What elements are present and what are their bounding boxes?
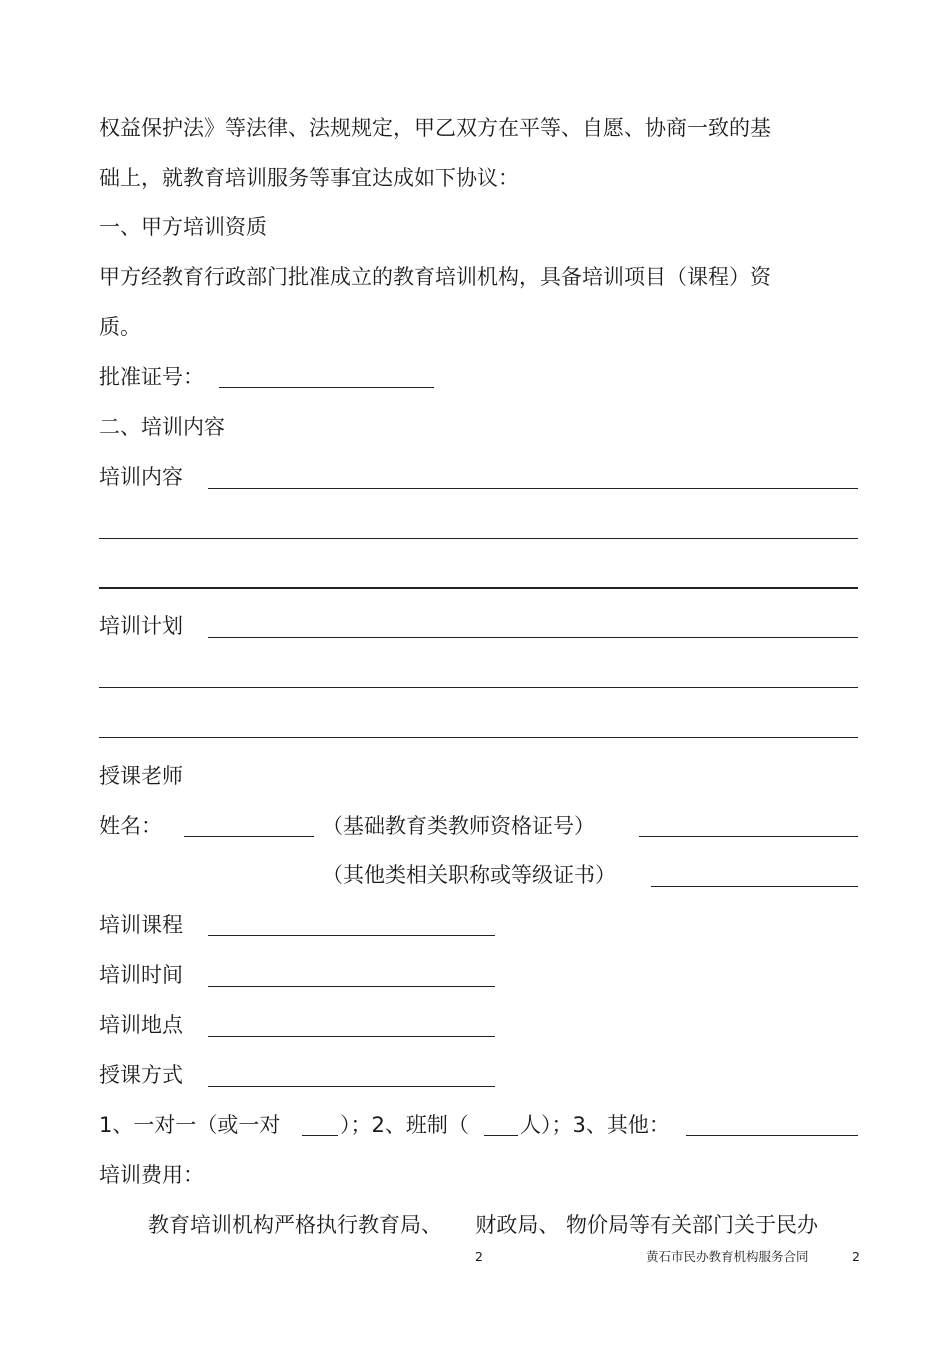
fee-text: 教育培训机构严格执行教育局、 财政局、 物价局等有关部门关于民办: [148, 1213, 819, 1237]
footer-document-title: 黄石市民办教育机构服务合同: [646, 1249, 809, 1264]
section1-text-line2: 质。: [99, 315, 141, 339]
training-content-blank-2[interactable]: [99, 538, 858, 539]
section1-text-line1: 甲方经教育行政部门批准成立的教育培训机构，具备培训项目（课程）资: [99, 265, 771, 289]
teacher-name-label: 姓名：: [99, 814, 162, 838]
training-plan-label: 培训计划: [99, 614, 183, 638]
footer-page-number-right: 2: [852, 1249, 860, 1264]
teacher-label: 授课老师: [99, 764, 183, 788]
mode-class: ）；2、班制（: [340, 1113, 469, 1137]
para1-line1: 权益保护法》等法律、法规规定，甲乙双方在平等、自愿、协商一致的基: [99, 116, 771, 140]
basic-cert-label: （基础教育类教师资格证号）: [322, 814, 595, 838]
para1-line2: 础上，就教育培训服务等事宜达成如下协议：: [99, 166, 519, 190]
section1-title: 一、甲方培训资质: [99, 215, 267, 239]
basic-cert-blank[interactable]: [639, 836, 858, 837]
fee-label: 培训费用：: [99, 1163, 204, 1187]
course-label: 培训课程: [99, 913, 183, 937]
method-label: 授课方式: [99, 1063, 183, 1087]
mode-one-on-one: 1、一对一（或一对: [99, 1113, 281, 1137]
time-blank[interactable]: [208, 986, 495, 987]
place-blank[interactable]: [208, 1036, 495, 1037]
place-label: 培训地点: [99, 1013, 183, 1037]
approval-number-label: 批准证号：: [99, 365, 204, 389]
footer-page-number-center: 2: [475, 1249, 483, 1264]
class-size-blank[interactable]: [484, 1135, 518, 1136]
other-cert-label: （其他类相关职称或等级证书）: [322, 863, 616, 887]
method-blank[interactable]: [208, 1086, 495, 1087]
one-to-n-blank[interactable]: [302, 1135, 338, 1136]
training-content-blank-3[interactable]: [99, 587, 858, 589]
training-plan-blank-2[interactable]: [99, 687, 858, 688]
mode-other: 人）；3、其他：: [520, 1113, 670, 1137]
training-content-label: 培训内容: [99, 465, 183, 489]
section2-title: 二、培训内容: [99, 415, 225, 439]
other-cert-blank[interactable]: [651, 886, 858, 887]
time-label: 培训时间: [99, 963, 183, 987]
other-mode-blank[interactable]: [686, 1135, 858, 1136]
training-plan-blank-3[interactable]: [99, 737, 858, 738]
training-content-blank-1[interactable]: [208, 488, 858, 489]
course-blank[interactable]: [208, 935, 495, 936]
approval-number-blank[interactable]: [219, 387, 434, 388]
training-plan-blank-1[interactable]: [208, 637, 858, 638]
teacher-name-blank[interactable]: [184, 836, 314, 837]
